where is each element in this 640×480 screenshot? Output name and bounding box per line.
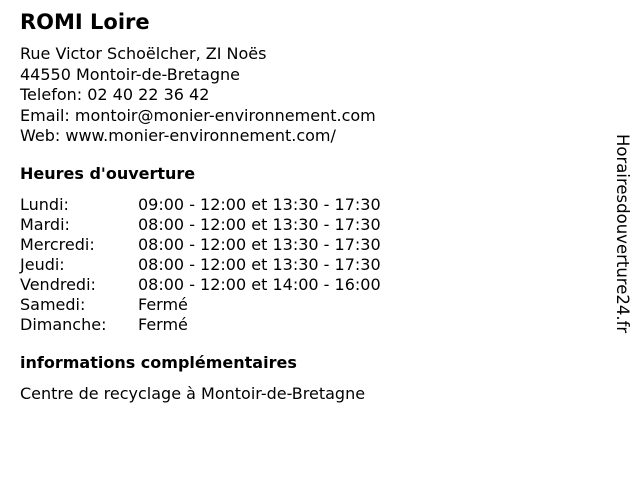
city-address: 44550 Montoir-de-Bretagne: [20, 64, 241, 84]
day-label: Dimanche:: [20, 315, 107, 334]
street-address: Rue Victor Schoëlcher, ZI Noës: [20, 44, 267, 63]
day-label: Samedi:: [20, 295, 86, 314]
email-address: Email: montoir@monier-environnement.com: [20, 105, 376, 125]
day-hours: 08:00 - 12:00 et 13:30 - 17:30: [138, 215, 381, 234]
day-hours: Fermé: [138, 295, 188, 314]
day-hours: 08:00 - 12:00 et 14:00 - 16:00: [138, 275, 381, 294]
watermark: [612, 134, 632, 368]
day-label: Vendredi:: [20, 275, 96, 294]
day-label: Mardi:: [20, 215, 70, 234]
day-hours: 08:00 - 12:00 et 13:30 - 17:30: [138, 235, 381, 254]
day-label: Jeudi:: [20, 255, 65, 274]
info-heading: informations complémentaires: [20, 353, 297, 372]
day-label: Lundi:: [20, 195, 69, 214]
hours-heading: Heures d'ouverture: [20, 164, 196, 183]
business-name: ROMI Loire: [20, 10, 150, 34]
day-hours: Fermé: [138, 315, 188, 334]
phone-number: Telefon: 02 40 22 36 42: [20, 85, 210, 104]
info-text: Centre de recyclage à Montoir-de-Bretagne: [20, 384, 366, 403]
watermark-text: Horairesdouverture24.fr: [613, 134, 632, 334]
day-label: Mercredi:: [20, 235, 95, 254]
day-hours: 09:00 - 12:00 et 13:30 - 17:30: [138, 195, 381, 214]
day-hours: 08:00 - 12:00 et 13:30 - 17:30: [138, 255, 381, 274]
address-block: [20, 44, 376, 147]
website: Web: www.monier-environnement.com/: [20, 126, 336, 145]
